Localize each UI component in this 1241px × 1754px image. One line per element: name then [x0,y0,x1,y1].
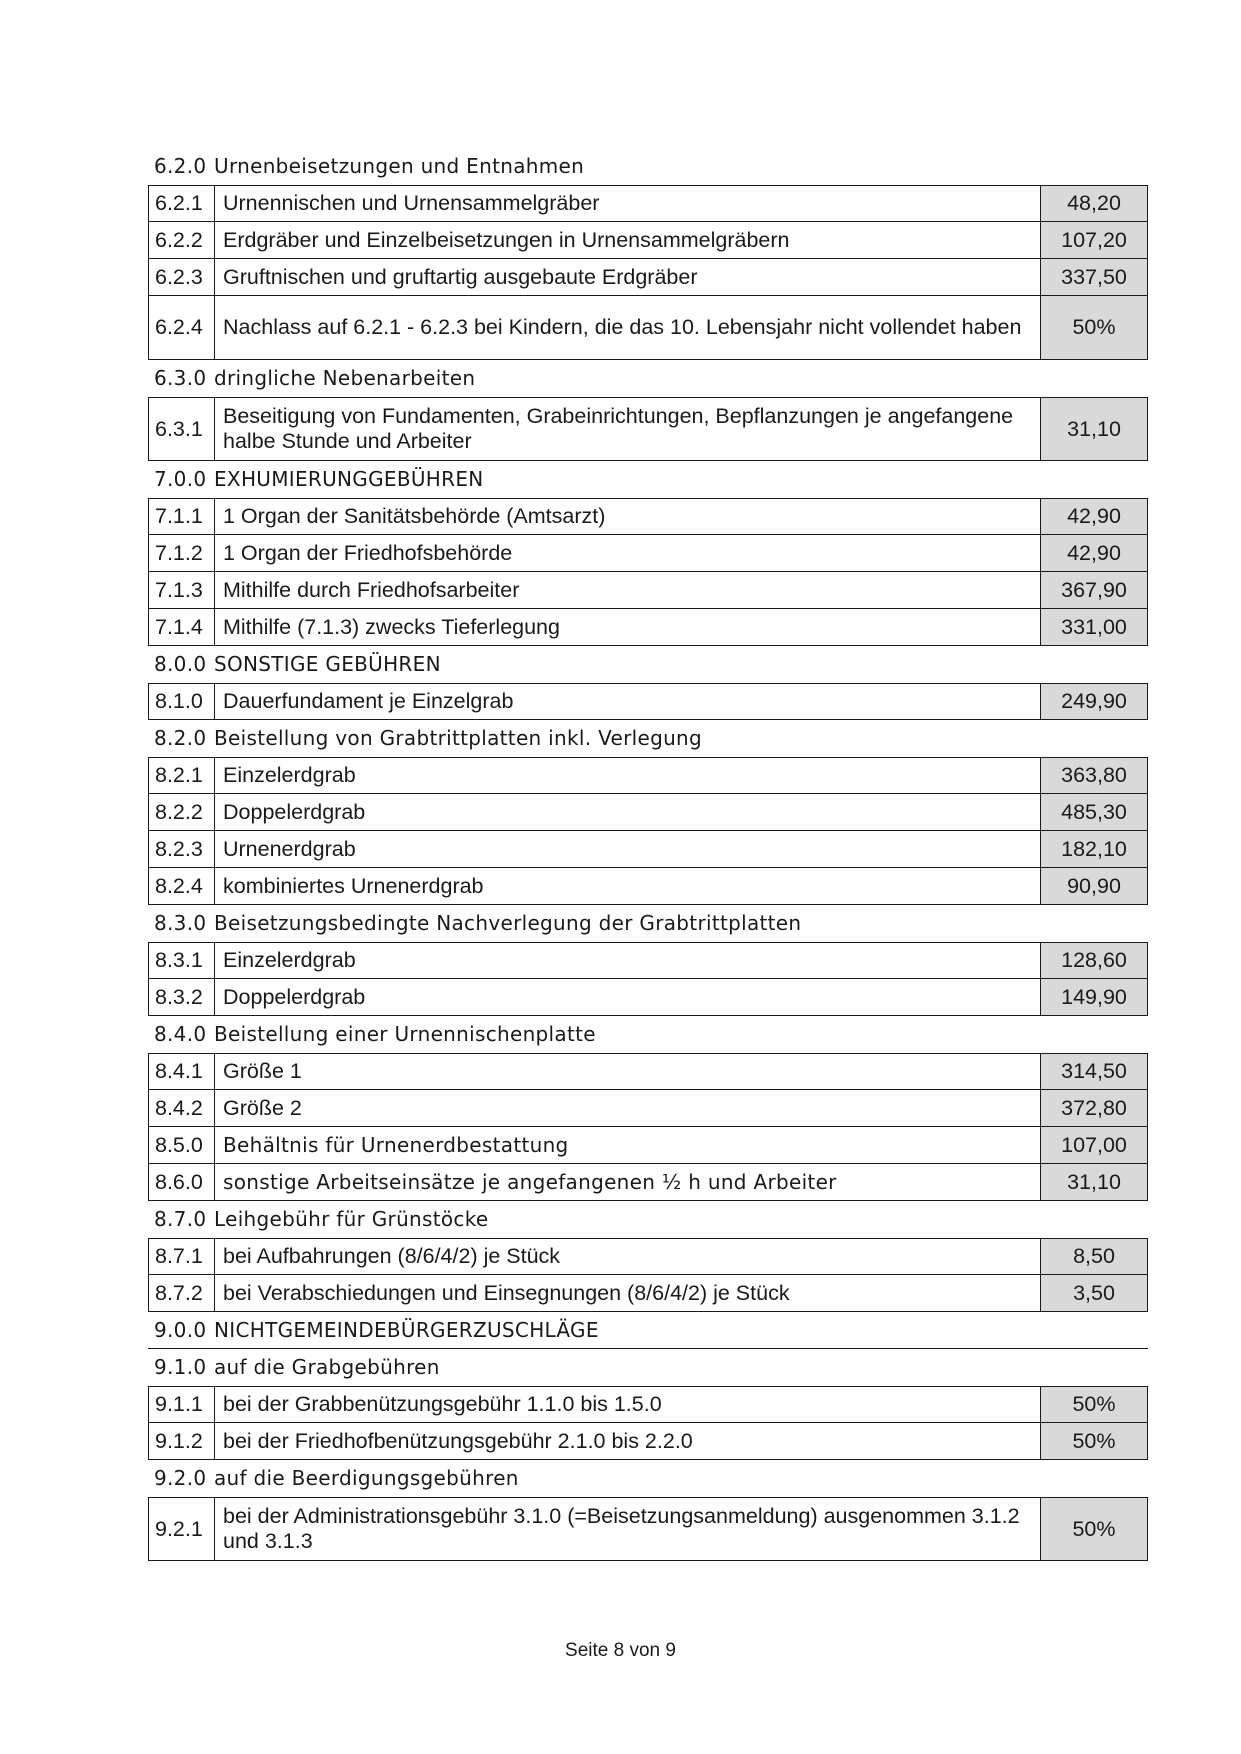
section-code: 7.0.0 [154,467,207,491]
fee-amount: 50% [1040,296,1147,359]
fee-code: 8.2.2 [149,794,215,830]
fee-code: 9.1.2 [149,1423,215,1459]
section-title: Beisetzungsbedingte Nachverlegung der Grabtrittplatten [214,911,802,935]
fee-row [148,683,1148,720]
fee-code: 8.6.0 [149,1164,215,1200]
fee-amount: 50% [1040,1423,1147,1459]
fee-row [148,831,1148,868]
fee-code: 8.5.0 [149,1127,215,1163]
fee-code: 6.3.1 [149,398,215,460]
fee-row [148,535,1148,572]
fee-code: 8.2.4 [149,868,215,904]
fee-description: Dauerfundament je Einzelgrab [223,689,514,713]
section-code: 8.4.0 [154,1022,207,1046]
section-code: 8.2.0 [154,726,207,750]
fee-amount: 363,80 [1040,758,1147,793]
fee-code: 8.3.1 [149,943,215,978]
fee-code: 8.7.2 [149,1275,215,1311]
fee-amount: 50% [1040,1387,1147,1422]
section-heading [148,1201,1148,1238]
section-code: 9.2.0 [154,1466,207,1490]
section-heading [148,1349,1148,1386]
section-title: dringliche Nebenarbeiten [214,366,476,390]
fee-amount: 128,60 [1040,943,1147,978]
fee-description: bei Aufbahrungen (8/6/4/2) je Stück [223,1244,561,1268]
fee-description: Größe 1 [223,1059,302,1083]
fee-description: bei der Grabbenützungsgebühr 1.1.0 bis 1.5.0 [223,1392,662,1416]
section-title: NICHTGEMEINDEBÜRGERZUSCHLÄGE [214,1317,599,1342]
fee-code: 8.4.2 [149,1090,215,1126]
fee-amount: 149,90 [1040,979,1147,1015]
section-title: EXHUMIERUNGGEBÜHREN [214,467,484,491]
section-heading [148,720,1148,757]
fee-description: Erdgräber und Einzelbeisetzungen in Urnensammelgräbern [223,227,790,252]
fee-amount: 42,90 [1040,535,1147,571]
fee-row [148,1386,1148,1423]
section-code: 6.3.0 [154,366,207,390]
fee-row [148,794,1148,831]
fee-amount: 8,50 [1040,1239,1147,1274]
fee-description: Urnennischen und Urnensammelgräber [223,191,600,215]
fee-description: bei der Friedhofbenützungsgebühr 2.1.0 bis 2.2.0 [223,1428,693,1453]
fee-row [148,296,1148,360]
section-code: 8.0.0 [154,652,207,676]
fee-code: 6.2.3 [149,259,215,295]
fee-amount: 107,00 [1040,1127,1147,1163]
fee-code: 8.4.1 [149,1054,215,1089]
page-footer: Seite 8 von 9 [565,1640,676,1661]
fee-description: Nachlass auf 6.2.1 - 6.2.3 bei Kindern, die das 10. Lebensjahr nicht vollendet haben [223,315,1022,339]
fee-amount: 31,10 [1040,398,1147,460]
section-heading [148,1016,1148,1053]
section-code: 6.2.0 [154,154,207,178]
fee-amount: 249,90 [1040,684,1147,719]
section-code: 8.7.0 [154,1207,207,1231]
fee-row [148,1127,1148,1164]
fee-description: Beseitigung von Fundamenten, Grabeinrichtungen, Bepflanzungen je angefangene halbe Stunde und Arbeiter [223,404,1014,453]
fee-row [148,185,1148,222]
fee-description: 1 Organ der Sanitätsbehörde (Amtsarzt) [223,504,606,528]
fee-code: 7.1.4 [149,609,215,645]
fee-description: Größe 2 [223,1095,302,1120]
fee-row [148,1090,1148,1127]
fee-row [148,222,1148,259]
fee-row [148,1238,1148,1275]
fee-row [148,979,1148,1016]
fee-row [148,1164,1148,1201]
fee-description: Gruftnischen und gruftartig ausgebaute Erdgräber [223,264,698,289]
fee-code: 8.3.2 [149,979,215,1015]
section-code: 8.3.0 [154,911,207,935]
fee-row [148,1423,1148,1460]
fee-amount: 314,50 [1040,1054,1147,1089]
fee-row [148,1053,1148,1090]
section-title: Beistellung einer Urnennischenplatte [214,1022,596,1046]
fee-code: 7.1.3 [149,572,215,608]
fee-amount: 182,10 [1040,831,1147,867]
section-heading [148,905,1148,942]
fee-description: Mithilfe (7.1.3) zwecks Tieferlegung [223,614,560,639]
fee-amount: 31,10 [1040,1164,1147,1200]
fee-amount: 331,00 [1040,609,1147,645]
fee-row [148,942,1148,979]
section-title: auf die Beerdigungsgebühren [214,1466,519,1490]
fee-code: 8.1.0 [149,684,215,719]
fee-description: bei Verabschiedungen und Einsegnungen (8/6/4/2) je Stück [223,1280,790,1305]
fee-row [148,259,1148,296]
fee-code: 9.1.1 [149,1387,215,1422]
fee-code: 6.2.1 [149,186,215,221]
fee-amount: 107,20 [1040,222,1147,258]
fee-row [148,498,1148,535]
section-heading [148,461,1148,498]
fee-code: 8.2.3 [149,831,215,867]
section-heading [148,646,1148,683]
fee-description: Behältnis für Urnenerdbestattung [223,1132,569,1157]
fee-amount: 337,50 [1040,259,1147,295]
section-code: 9.1.0 [154,1355,207,1379]
fee-amount: 48,20 [1040,186,1147,221]
fee-description: Mithilfe durch Friedhofsarbeiter [223,577,520,602]
fee-description: bei der Administrationsgebühr 3.1.0 (=Beisetzungsanmeldung) ausgenommen 3.1.2 und 3.1.3 [223,1504,1020,1553]
fee-row [148,572,1148,609]
section-heading [148,1312,1148,1349]
fee-row [148,757,1148,794]
section-title: Urnenbeisetzungen und Entnahmen [214,154,585,178]
fee-row [148,609,1148,646]
fee-code: 9.2.1 [149,1498,215,1560]
fee-amount: 372,80 [1040,1090,1147,1126]
fee-code: 6.2.2 [149,222,215,258]
section-code: 9.0.0 [154,1317,207,1342]
fee-amount: 485,30 [1040,794,1147,830]
fee-description: Urnenerdgrab [223,836,356,861]
fee-row [148,1497,1148,1561]
fee-row [148,1275,1148,1312]
section-heading [148,360,1148,397]
fee-amount: 90,90 [1040,868,1147,904]
fee-description: sonstige Arbeitseinsätze je angefangenen ½ h und Arbeiter [223,1169,837,1194]
section-title: auf die Grabgebühren [214,1355,440,1379]
fee-description: 1 Organ der Friedhofsbehörde [223,540,513,565]
section-title: SONSTIGE GEBÜHREN [214,652,441,676]
fee-code: 7.1.2 [149,535,215,571]
section-title: Beistellung von Grabtrittplatten inkl. Verlegung [214,726,703,750]
fee-amount: 3,50 [1040,1275,1147,1311]
fee-description: kombiniertes Urnenerdgrab [223,873,484,898]
fee-code: 6.2.4 [149,296,215,359]
section-heading [148,1460,1148,1497]
fee-description: Einzelerdgrab [223,763,356,787]
fee-amount: 50% [1040,1498,1147,1560]
fee-code: 8.2.1 [149,758,215,793]
fee-description: Doppelerdgrab [223,799,366,824]
fee-description: Doppelerdgrab [223,984,366,1009]
fee-amount: 367,90 [1040,572,1147,608]
section-heading [148,148,1148,185]
fee-amount: 42,90 [1040,499,1147,534]
fee-row [148,397,1148,461]
fee-description: Einzelerdgrab [223,948,356,972]
fee-code: 7.1.1 [149,499,215,534]
fee-table [148,148,1148,1561]
fee-row [148,868,1148,905]
fee-code: 8.7.1 [149,1239,215,1274]
section-title: Leihgebühr für Grünstöcke [214,1207,489,1231]
